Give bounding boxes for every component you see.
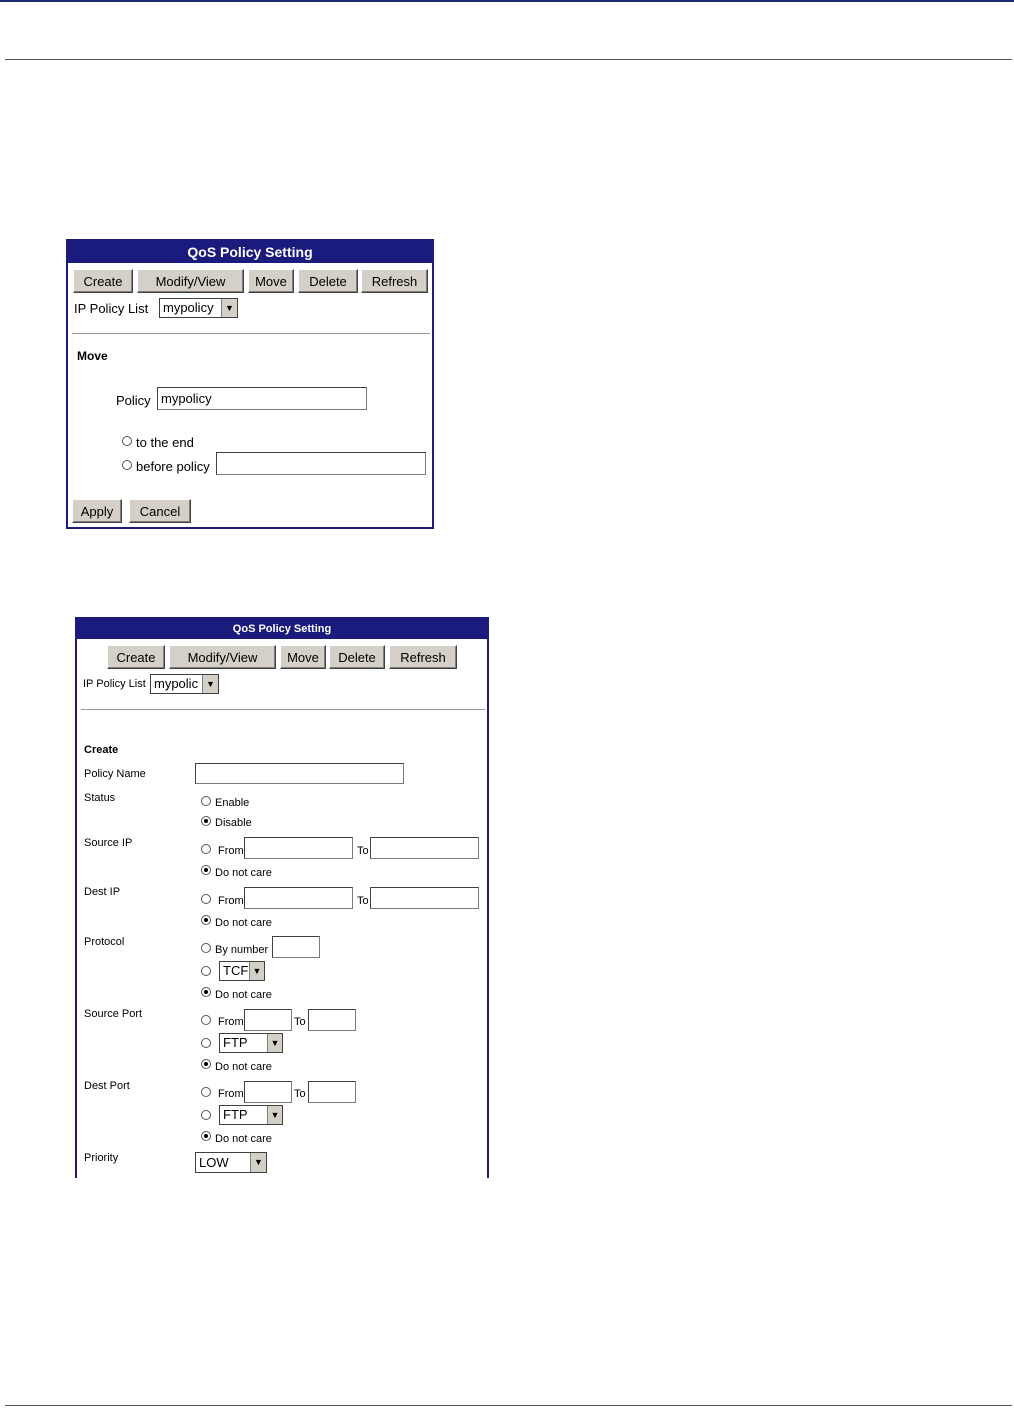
- footer-rule: [5, 1405, 1012, 1406]
- dest-port-select[interactable]: [219, 1105, 283, 1125]
- protocol-number-field[interactable]: [272, 936, 320, 958]
- source-ip-label: Source IP: [84, 837, 133, 849]
- chevron-down-icon: ▼: [250, 1153, 266, 1172]
- top-border: [0, 0, 1014, 2]
- chevron-down-icon: ▼: [267, 1034, 282, 1052]
- ip-policy-list-select[interactable]: [150, 674, 219, 694]
- dest-ip-to-label: To: [357, 895, 369, 907]
- status-enable-label: Enable: [215, 797, 250, 809]
- move-button[interactable]: Move: [248, 269, 294, 293]
- chevron-down-icon: ▼: [267, 1106, 282, 1124]
- dest-port-from-field[interactable]: [244, 1081, 292, 1103]
- source-port-select[interactable]: [219, 1033, 283, 1053]
- create-button[interactable]: Create: [107, 645, 165, 669]
- source-port-dnc-label: Do not care: [215, 1061, 272, 1073]
- priority-label: Priority: [84, 1152, 119, 1164]
- source-port-to-field[interactable]: [308, 1009, 356, 1031]
- move-button[interactable]: Move: [280, 645, 326, 669]
- select-value: TCF: [223, 963, 249, 978]
- chevron-down-icon: ▼: [249, 962, 264, 980]
- status-disable-label: Disable: [215, 817, 252, 829]
- source-port-dnc-radio[interactable]: [201, 1059, 211, 1069]
- policy-field[interactable]: mypolicy: [157, 387, 367, 410]
- policy-name-field[interactable]: [195, 763, 404, 784]
- dest-port-dnc-radio[interactable]: [201, 1131, 211, 1141]
- select-value: LOW: [199, 1155, 229, 1170]
- select-value: FTP: [223, 1107, 248, 1122]
- protocol-by-number-radio[interactable]: [201, 943, 211, 953]
- before-policy-label: before policy: [136, 459, 210, 474]
- protocol-select[interactable]: [219, 961, 265, 981]
- dest-ip-from-label: From: [218, 895, 244, 907]
- protocol-by-number-label: By number: [215, 944, 269, 956]
- section-title: Move: [77, 349, 108, 363]
- qos-create-panel: [75, 617, 489, 1178]
- delete-button[interactable]: Delete: [298, 269, 358, 293]
- policy-name-label: Policy Name: [84, 768, 146, 780]
- header-rule: [5, 59, 1012, 60]
- dest-ip-label: Dest IP: [84, 886, 121, 898]
- delete-button[interactable]: Delete: [329, 645, 385, 669]
- create-button[interactable]: Create: [73, 269, 133, 293]
- status-enable-radio[interactable]: [201, 796, 211, 806]
- source-port-from-field[interactable]: [244, 1009, 292, 1031]
- source-ip-from-field[interactable]: [244, 837, 353, 859]
- select-value: mypolic: [154, 676, 199, 691]
- panel-title: QoS Policy Setting: [77, 619, 487, 639]
- dest-ip-dnc-radio[interactable]: [201, 915, 211, 925]
- section-title: Create: [84, 744, 119, 756]
- dest-port-select-radio[interactable]: [201, 1110, 211, 1120]
- source-port-to-label: To: [294, 1016, 306, 1028]
- chevron-down-icon: ▼: [221, 299, 237, 317]
- apply-button[interactable]: Apply: [72, 499, 122, 523]
- source-ip-to-field[interactable]: [370, 837, 479, 859]
- source-ip-to-label: To: [357, 845, 369, 857]
- qos-move-panel: [66, 239, 434, 529]
- policy-label: Policy: [116, 393, 151, 408]
- ip-policy-list-label: IP Policy List: [83, 678, 146, 690]
- dest-ip-dnc-label: Do not care: [215, 917, 272, 929]
- refresh-button[interactable]: Refresh: [361, 269, 428, 293]
- source-port-from-label: From: [218, 1016, 244, 1028]
- source-port-from-radio[interactable]: [201, 1015, 211, 1025]
- dest-ip-from-field[interactable]: [244, 887, 353, 909]
- before-policy-field[interactable]: [216, 452, 426, 475]
- source-port-label: Source Port: [84, 1008, 143, 1020]
- dest-port-from-label: From: [218, 1088, 244, 1100]
- divider: [81, 709, 485, 710]
- refresh-button[interactable]: Refresh: [389, 645, 457, 669]
- protocol-label: Protocol: [84, 936, 125, 948]
- cancel-button[interactable]: Cancel: [129, 499, 191, 523]
- status-label: Status: [84, 792, 116, 804]
- modify-view-button[interactable]: Modify/View: [169, 645, 276, 669]
- panel-title: QoS Policy Setting: [68, 241, 432, 263]
- dest-port-label: Dest Port: [84, 1080, 130, 1092]
- dest-ip-to-field[interactable]: [370, 887, 479, 909]
- protocol-select-radio[interactable]: [201, 966, 211, 976]
- ip-policy-list-select[interactable]: [159, 298, 238, 318]
- dest-port-from-radio[interactable]: [201, 1087, 211, 1097]
- protocol-dnc-radio[interactable]: [201, 987, 211, 997]
- modify-view-button[interactable]: Modify/View: [137, 269, 244, 293]
- protocol-dnc-label: Do not care: [215, 989, 272, 1001]
- status-disable-radio[interactable]: [201, 816, 211, 826]
- source-ip-from-radio[interactable]: [201, 844, 211, 854]
- to-end-label: to the end: [136, 435, 194, 450]
- divider: [72, 333, 430, 334]
- select-value: FTP: [223, 1035, 248, 1050]
- dest-port-to-field[interactable]: [308, 1081, 356, 1103]
- chevron-down-icon: ▼: [202, 675, 218, 693]
- dest-port-dnc-label: Do not care: [215, 1133, 272, 1145]
- select-value: mypolicy: [163, 300, 214, 315]
- dest-ip-from-radio[interactable]: [201, 894, 211, 904]
- priority-select[interactable]: [195, 1152, 267, 1173]
- source-ip-from-label: From: [218, 845, 244, 857]
- dest-port-to-label: To: [294, 1088, 306, 1100]
- source-ip-dnc-radio[interactable]: [201, 865, 211, 875]
- to-end-radio[interactable]: [122, 436, 132, 446]
- source-port-select-radio[interactable]: [201, 1038, 211, 1048]
- before-policy-radio[interactable]: [122, 460, 132, 470]
- source-ip-dnc-label: Do not care: [215, 867, 272, 879]
- ip-policy-list-label: IP Policy List: [74, 301, 149, 316]
